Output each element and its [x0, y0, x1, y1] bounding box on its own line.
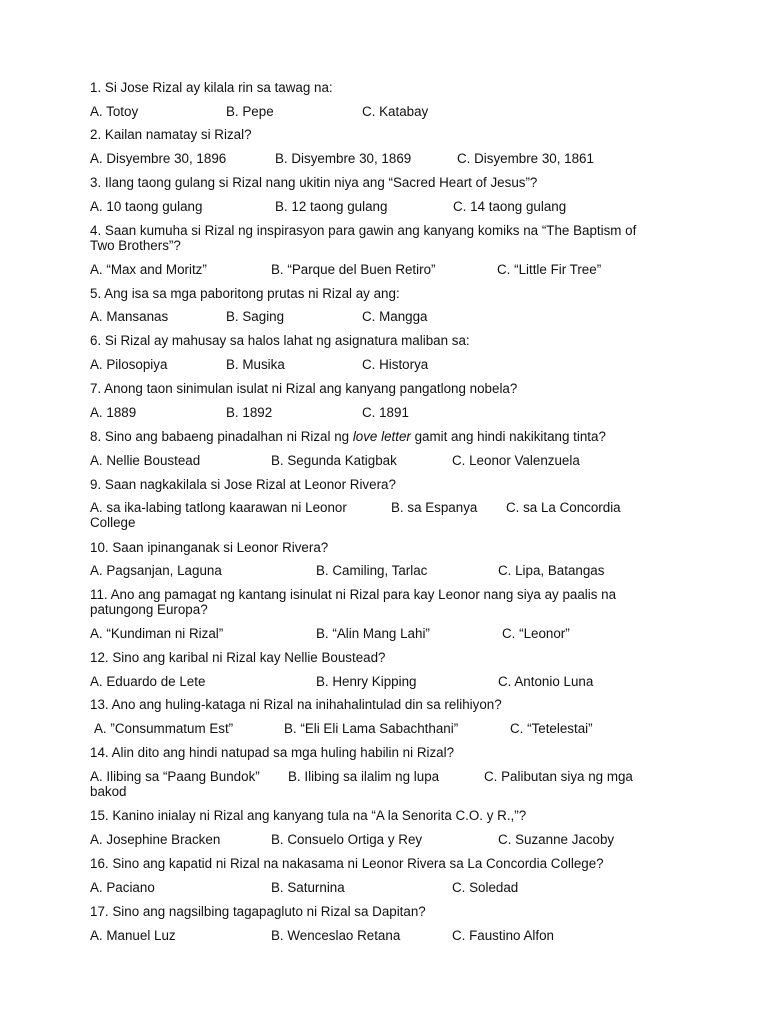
question-12: 12. Sino ang karibal ni Rizal kay Nellie Boustead?: [90, 650, 386, 665]
q3-option-b: B. 12 taong gulang: [275, 199, 388, 214]
question-3: 3. Ilang taong gulang si Rizal nang ukitin niya ang “Sacred Heart of Jesus”?: [90, 175, 538, 190]
question-10: 10. Saan ipinanganak si Leonor Rivera?: [90, 540, 329, 555]
question-4: 4. Saan kumuha si Rizal ng inspirasyon para gawin ang kanyang komiks na “The Baptism of Two Brothers”?: [90, 223, 637, 253]
question-1: 1. Si Jose Rizal ay kilala rin sa tawag na:: [90, 80, 333, 95]
question-6: 6. Si Rizal ay mahusay sa halos lahat ng asignatura maliban sa:: [90, 333, 470, 348]
q10-option-b: B. Camiling, Tarlac: [316, 563, 428, 578]
q17-option-b: B. Wenceslao Retana: [271, 928, 401, 943]
q17-option-a: A. Manuel Luz: [90, 928, 176, 943]
q1-option-b: B. Pepe: [226, 104, 274, 119]
q7-option-c: C. 1891: [362, 405, 409, 420]
q9-option-b: B. sa Espanya: [391, 500, 478, 515]
q15-option-b: B. Consuelo Ortiga y Rey: [271, 832, 423, 847]
q8-option-a: A. Nellie Boustead: [90, 453, 201, 468]
q1-option-c: C. Katabay: [362, 104, 429, 119]
q17-option-c: C. Faustino Alfon: [452, 928, 554, 943]
q12-option-b: B. Henry Kipping: [316, 674, 417, 689]
q14-option-a: A. Ilibing sa “Paang Bundok”: [90, 769, 260, 784]
question-7: 7. Anong taon sinimulan isulat ni Rizal ang kanyang pangatlong nobela?: [90, 381, 518, 396]
q13-option-a: A. ”Consummatum Est”: [94, 721, 234, 736]
q9-option-a: A. sa ika-labing tatlong kaarawan ni Leonor: [90, 500, 347, 515]
q2-option-b: B. Disyembre 30, 1869: [275, 151, 412, 166]
q2-option-c: C. Disyembre 30, 1861: [457, 151, 594, 166]
question-5: 5. Ang isa sa mga paboritong prutas ni Rizal ay ang:: [90, 286, 400, 301]
q8-text-pre: 8. Sino ang babaeng pinadalhan ni Rizal ng: [90, 429, 353, 444]
q4-option-c: C. “Little Fir Tree”: [497, 262, 602, 277]
q5-option-c: C. Mangga: [362, 309, 428, 324]
q10-option-c: C. Lipa, Batangas: [498, 563, 605, 578]
question-8: [90, 429, 690, 444]
q12-option-a: A. Eduardo de Lete: [90, 674, 206, 689]
q4-option-b: B. “Parque del Buen Retiro”: [271, 262, 436, 277]
question-9: 9. Saan nagkakilala si Jose Rizal at Leonor Rivera?: [90, 477, 396, 492]
q15-option-a: A. Josephine Bracken: [90, 832, 221, 847]
q11-option-a: A. “Kundiman ni Rizal”: [90, 626, 224, 641]
question-15: 15. Kanino inialay ni Rizal ang kanyang tula na “A la Senorita C.O. y R.,”?: [90, 808, 527, 823]
q6-option-c: C. Historya: [362, 357, 429, 372]
q6-option-b: B. Musika: [226, 357, 285, 372]
q6-option-a: A. Pilosopiya: [90, 357, 168, 372]
q7-option-b: B. 1892: [226, 405, 273, 420]
q9-option-c: C. sa La Concordia College: [90, 500, 621, 530]
q13-option-c: C. “Tetelestai”: [510, 721, 593, 736]
q5-option-a: A. Mansanas: [90, 309, 169, 324]
question-14: 14. Alin dito ang hindi natupad sa mga huling habilin ni Rizal?: [90, 745, 455, 760]
q11-option-b: B. “Alin Mang Lahi”: [316, 626, 430, 641]
q4-option-a: A. “Max and Moritz”: [90, 262, 207, 277]
q12-option-c: C. Antonio Luna: [498, 674, 594, 689]
q8-text-post: gamit ang hindi nakikitang tinta?: [410, 429, 606, 444]
q8-option-c: C. Leonor Valenzuela: [452, 453, 580, 468]
q16-option-b: B. Saturnina: [271, 880, 345, 895]
q7-option-a: A. 1889: [90, 405, 137, 420]
q14-option-c: C. Palibutan siya ng mga bakod: [90, 769, 633, 799]
q16-option-a: A. Paciano: [90, 880, 155, 895]
q1-option-a: A. Totoy: [90, 104, 139, 119]
question-13: 13. Ano ang huling-kataga ni Rizal na inihahalintulad din sa relihiyon?: [90, 697, 502, 712]
q2-option-a: A. Disyembre 30, 1896: [90, 151, 227, 166]
q14-option-b: B. Ilibing sa ilalim ng lupa: [288, 769, 440, 784]
q5-option-b: B. Saging: [226, 309, 285, 324]
q8-option-b: B. Segunda Katigbak: [271, 453, 397, 468]
q10-option-a: A. Pagsanjan, Laguna: [90, 563, 222, 578]
question-2: 2. Kailan namatay si Rizal?: [90, 127, 252, 142]
q16-option-c: C. Soledad: [452, 880, 519, 895]
q13-option-b: B. “Eli Eli Lama Sabachthani”: [284, 721, 459, 736]
q3-option-c: C. 14 taong gulang: [453, 199, 567, 214]
q8-text-emphasis: love letter: [352, 429, 411, 444]
q15-option-c: C. Suzanne Jacoby: [498, 832, 615, 847]
q11-option-c: C. “Leonor”: [502, 626, 570, 641]
q3-option-a: A. 10 taong gulang: [90, 199, 203, 214]
question-11: 11. Ano ang pamagat ng kantang isinulat ni Rizal para kay Leonor nang siya ay paalis na patungong Europa?: [90, 587, 617, 617]
question-16: 16. Sino ang kapatid ni Rizal na nakasama ni Leonor Rivera sa La Concordia College?: [90, 856, 604, 871]
question-17: 17. Sino ang nagsilbing tagapagluto ni Rizal sa Dapitan?: [90, 904, 426, 919]
